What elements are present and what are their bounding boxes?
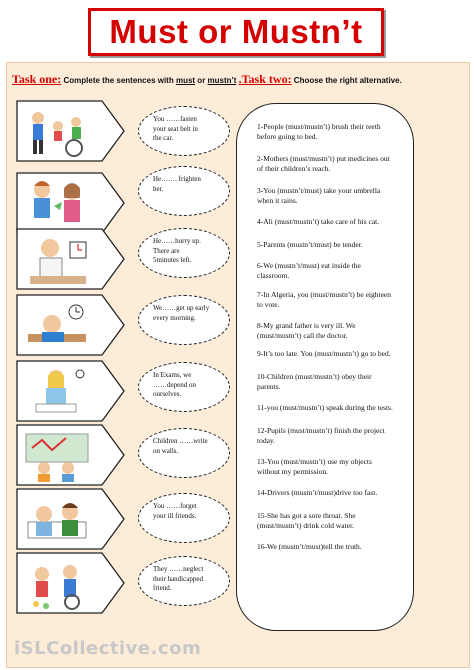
bubble-text-line: on walls. [153, 446, 179, 455]
task-one-or: or [195, 76, 208, 85]
sentence-item [257, 290, 407, 310]
man-late-picture [22, 232, 92, 286]
task-two-prefix: . [238, 72, 242, 86]
sentence-text-line: 6-We (mustn’t/must) eat inside the [257, 261, 361, 270]
sentence-text-line: (must/mustn’t) drink cold water. [257, 521, 354, 530]
bubble-text-line: Children ……write [153, 437, 208, 445]
bubble-text-line: You ……forget [153, 502, 197, 510]
bubble-text-line: friend. [153, 584, 172, 592]
sentence-item [257, 261, 407, 281]
bubble-text-line: We……get up early [153, 304, 210, 312]
sentence-bubble [138, 166, 230, 216]
bubble-text-line: ourselves. [153, 390, 182, 398]
sentence-item [257, 186, 407, 206]
sentence-item [257, 349, 407, 359]
sentence-text-line: (must/mustn’t) call the doctor. [257, 331, 348, 340]
child-frightening-girl-picture [22, 176, 92, 230]
bubble-text-line: ……depend on [153, 380, 196, 389]
sentence-text-line: 16-We (mustn’t/must)tell the truth. [257, 542, 362, 551]
sentence-item [257, 154, 407, 174]
sentence-text-line: 9-It’s too late. You (must/mustn’t) go to bed. [257, 349, 391, 358]
sentence-text-line: before going to bed. [257, 132, 318, 141]
sentence-text-line: without my permission. [257, 467, 329, 476]
page-title: Must or Mustn’t [109, 13, 363, 50]
girl-exam-picture [22, 364, 92, 418]
sentence-bubble [138, 106, 230, 156]
bubble-text-line: They ……neglect [153, 565, 204, 573]
picture-card [16, 172, 126, 234]
bubble-text-line: her. [153, 184, 164, 193]
bubble-text-line: your ill friends. [153, 511, 197, 520]
bubble-text-line: 5minutes left. [153, 256, 192, 264]
sentence-item [257, 426, 407, 446]
tired-child-waking-picture [22, 298, 92, 352]
children-drawing-wall-picture [22, 428, 92, 482]
sentence-text-line: 3-You (mustn’t/must) take your umbrella [257, 186, 381, 195]
sentence-bubble [138, 493, 230, 543]
sentence-item [257, 240, 407, 250]
bubble-text-line: their handicapped [153, 574, 203, 583]
sentence-bubble [138, 295, 230, 345]
sentence-item [257, 372, 407, 392]
sentence-text-line: 14-Drivers (mustn’t/must)drive too fast. [257, 488, 378, 497]
sentence-bubble [138, 228, 230, 278]
sentence-text-line: 10-Children (must/mustn’t) obey their [257, 372, 372, 381]
bubble-text-line: There are [153, 246, 180, 255]
sentence-item [257, 217, 407, 227]
sentences-panel [236, 103, 414, 631]
sentence-text-line: to vote. [257, 300, 280, 309]
picture-card [16, 552, 126, 614]
children-crossing-with-wheelchair-picture [22, 104, 92, 158]
child-neglecting-friend-picture [22, 556, 92, 610]
picture-card [16, 488, 126, 550]
sentence-item [257, 457, 407, 477]
task-one-word-must: must [175, 76, 196, 85]
sentence-text-line: 4-Ali (must/mustn’t) take care of his cat. [257, 217, 380, 226]
bubble-text-line: In Exams, we [153, 371, 192, 379]
task-one-text: Complete the sentences with [63, 76, 176, 85]
sentence-item [257, 403, 407, 413]
task-one-heading: Task one: [12, 72, 62, 86]
sentence-text-line: 8-My grand father is very ill. We [257, 321, 356, 330]
picture-card [16, 424, 126, 486]
sentence-bubble [138, 362, 230, 412]
sentence-bubble [138, 428, 230, 478]
sentence-text-line: 11-you (must/mustn’t) speak during the tests. [257, 403, 393, 412]
bubble-text-line: He……. frighten [153, 175, 201, 183]
task-two-heading: Task two: [241, 72, 292, 86]
friends-hospital-picture [22, 492, 92, 546]
sentence-item [257, 122, 407, 142]
picture-card [16, 100, 126, 162]
bubble-text-line: You ……fasten [153, 115, 197, 123]
sentence-text-line: when it rains. [257, 196, 298, 205]
sentence-item [257, 488, 407, 498]
sentence-text-line: 5-Parents (mustn’t/must) be tender. [257, 240, 363, 249]
sentence-text-line: 13-You (must/mustn’t) use my objects [257, 457, 372, 466]
picture-card [16, 228, 126, 290]
sentence-text-line: 2-Mothers (must/mustn’t) put medicines out [257, 154, 390, 163]
sentence-text-line: today. [257, 436, 276, 445]
picture-card [16, 360, 126, 422]
sentence-text-line: 12-Pupils (must/mustn’t) finish the project [257, 426, 385, 435]
sentence-text-line: 1-People (must/mustn’t) brush their teeth [257, 122, 381, 131]
bubble-text-line: every morning. [153, 313, 196, 322]
task-instructions [12, 72, 402, 87]
picture-card [16, 294, 126, 356]
sentence-text-line: of their children’s reach. [257, 164, 331, 173]
sentence-text-line: 15-She has got a sore throat. She [257, 511, 356, 520]
bubble-text-line: the car. [153, 134, 174, 142]
sentence-text-line: 7-In Algeria, you (must/mustn’t) be eighteen [257, 290, 392, 299]
task-one-word-mustnt: mustn’t [207, 76, 237, 85]
bubble-text-line: He……hurry up. [153, 237, 201, 245]
sentence-text-line: classroom. [257, 271, 290, 280]
task-two-text: Choose the right alternative. [293, 76, 402, 85]
sentence-item [257, 542, 407, 552]
sentence-item [257, 321, 407, 341]
sentence-text-line: parents. [257, 382, 281, 391]
title-banner [88, 8, 384, 56]
sentence-bubble [138, 556, 230, 606]
watermark: iSLCollective.com [14, 638, 202, 659]
sentence-item [257, 511, 407, 531]
bubble-text-line: your seat belt in [153, 124, 198, 133]
